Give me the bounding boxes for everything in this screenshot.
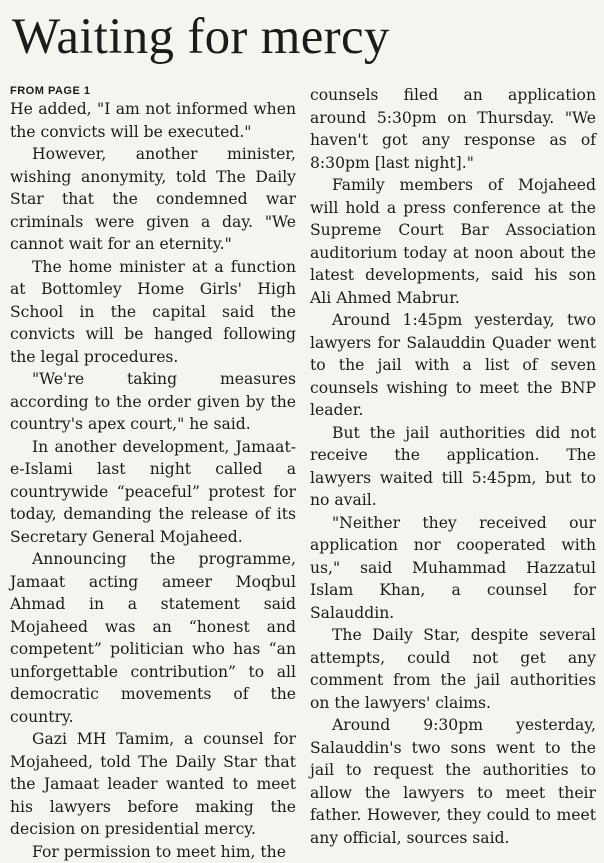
paragraph: Gazi MH Tamim, a counsel for Mojaheed, told The Daily Star that the Jamaat leader wanted to meet his lawyers before making the decision on presidential mercy. (10, 728, 296, 841)
paragraph: Around 1:45pm yesterday, two lawyers for Salauddin Quader went to the jail with a list of seven counsels wishing to meet the BNP leader. (310, 309, 596, 422)
paragraph: counsels filed an application around 5:30pm on Thursday. "We haven't got any response as of 8:30pm [last night]." (310, 84, 596, 174)
left-column (10, 84, 296, 863)
paragraph: "We're taking measures according to the order given by the country's apex court," he said. (10, 368, 296, 436)
paragraph: Around 9:30pm yesterday, Salauddin's two sons went to the jail to request the authorities to allow the lawyers to meet their father. However, they could to meet any official, sources said. (310, 714, 596, 849)
headline: Waiting for mercy (12, 8, 596, 66)
right-column (310, 84, 596, 863)
paragraph: For permission to meet him, the (10, 841, 296, 863)
paragraph: Family members of Mojaheed will hold a press conference at the Supreme Court Bar Association auditorium today at noon about the latest developments, said his son Ali Ahmed Mabrur. (310, 174, 596, 309)
paragraph: But the jail authorities did not receive the application. The lawyers waited till 5:45pm, but to no avail. (310, 422, 596, 512)
article-columns (10, 84, 596, 863)
paragraph: However, another minister, wishing anonymity, told The Daily Star that the condemned war criminals were given a day. "We cannot wait for an eternity." (10, 143, 296, 256)
paragraph: "Neither they received our application nor cooperated with us," said Muhammad Hazzatul Islam Khan, a counsel for Salauddin. (310, 512, 596, 625)
continuation-kicker: FROM PAGE 1 (10, 84, 296, 98)
paragraph: The Daily Star, despite several attempts, could not get any comment from the jail authorities on the lawyers' claims. (310, 624, 596, 714)
paragraph: He added, "I am not informed when the convicts will be executed." (10, 98, 296, 143)
paragraph: Announcing the programme, Jamaat acting ameer Moqbul Ahmad in a statement said Mojaheed was an “honest and competent” politician who has “an unforgettable contribution” to all democratic movements of the country. (10, 548, 296, 728)
paragraph: In another development, Jamaat-e-Islami last night called a countrywide “peaceful” protest for today, demanding the release of its Secretary General Mojaheed. (10, 436, 296, 549)
paragraph: The home minister at a function at Bottomley Home Girls' High School in the capital said the convicts will be hanged following the legal procedures. (10, 256, 296, 369)
